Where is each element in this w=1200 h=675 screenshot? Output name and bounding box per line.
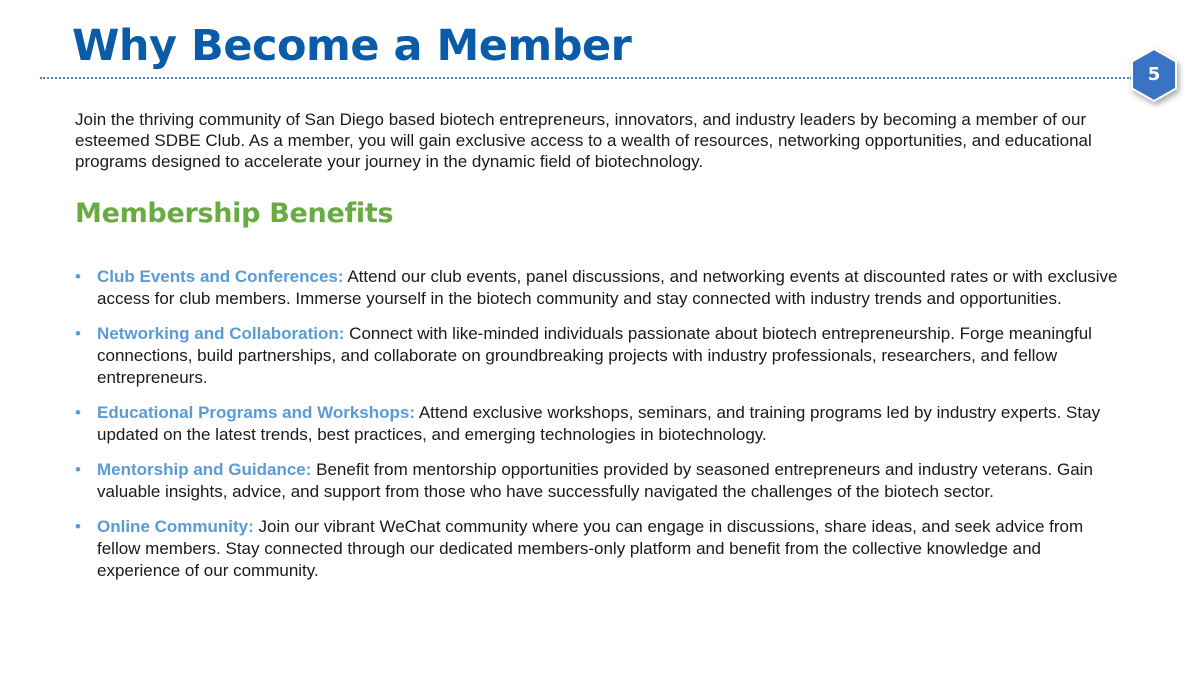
benefit-text: Attend exclusive workshops, seminars, and training programs led by industry experts. Stay updated on the latest trends, best practices, and emerging technologies in biotechnology.	[97, 403, 1101, 444]
benefit-item-club-events	[75, 266, 1125, 310]
bullet-icon: •	[75, 267, 81, 286]
benefit-text: Join our vibrant WeChat community where you can engage in discussions, share ideas, and seek advice from fellow members. Stay connected through our dedicated members-only platform and benefit from the collective knowledge and experience of our community.	[97, 517, 1084, 580]
benefit-label: Online Community:	[97, 517, 254, 536]
benefit-label: Club Events and Conferences:	[97, 267, 344, 286]
bullet-icon: •	[75, 403, 81, 422]
benefits-list	[75, 266, 1125, 595]
bullet-icon: •	[75, 517, 81, 536]
page-number-badge	[1129, 47, 1179, 103]
bullet-icon: •	[75, 324, 81, 343]
benefit-label: Educational Programs and Workshops:	[97, 403, 416, 422]
benefit-label: Networking and Collaboration:	[97, 324, 345, 343]
benefit-item-educational-programs	[75, 402, 1125, 446]
page-number: 5	[1147, 64, 1161, 85]
intro-paragraph: Join the thriving community of San Diego based biotech entrepreneurs, innovators, and industry leaders by becoming a member of our esteemed SDBE Club. As a member, you will gain exclusive access to a wealth of resources, networking opportunities, and educational programs designed to accelerate your journey in the dynamic field of biotechnology.	[75, 110, 1092, 171]
benefit-item-mentorship	[75, 459, 1125, 503]
membership-benefits-heading: Membership Benefits	[75, 198, 394, 229]
dotted-divider	[40, 77, 1132, 79]
benefit-item-online-community	[75, 516, 1125, 582]
benefit-text: Benefit from mentorship opportunities provided by seasoned entrepreneurs and industry veterans. Gain valuable insights, advice, and support from those who have successfully navigated the challenges of the biotech sector.	[97, 460, 1093, 501]
page-title: Why Become a Member	[72, 21, 632, 71]
benefit-text: Attend our club events, panel discussions, and networking events at discounted rates or with exclusive access for club members. Immerse yourself in the biotech community and stay connected with industry trends and opportunities.	[97, 267, 1118, 308]
benefit-label: Mentorship and Guidance:	[97, 460, 312, 479]
benefit-text: Connect with like-minded individuals passionate about biotech entrepreneurship. Forge meaningful connections, build partnerships, and collaborate on groundbreaking projects with industry professionals, researchers, and fellow entrepreneurs.	[97, 324, 1092, 387]
benefit-item-networking	[75, 323, 1125, 389]
bullet-icon: •	[75, 460, 81, 479]
